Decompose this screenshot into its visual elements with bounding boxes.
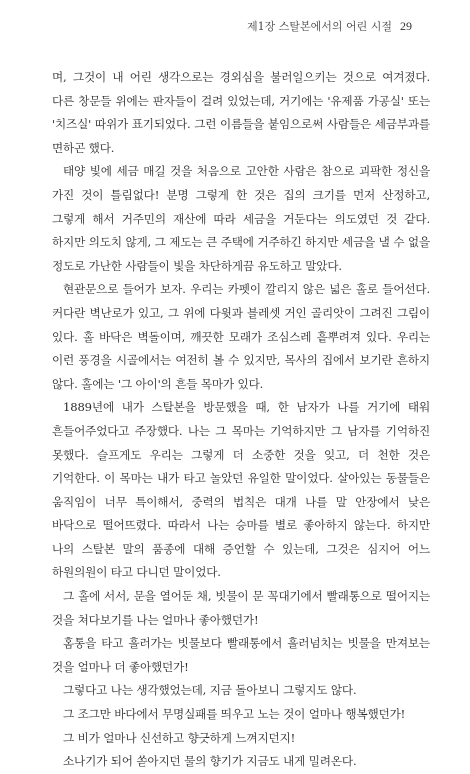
paragraph: 현관문으로 들어가 보자. 우리는 카펫이 깔리지 않은 넓은 홀로 들어선다. 커다란 벽난로가 있고, 그 위에 다윗과 블레셋 거인 골리앗이 그려진 그림이 있다. 홀 바닥은 벽돌이며, 깨끗한 모래가 조심스레 흩뿌려져 있다. 우리는 이런 풍경을 시골에서는 여전히 볼 수 있지만, 목사의 집에서 보기란 흔하지 않다. 홀에는 '그 아이'의 흔들 목마가 있다. [52, 282, 430, 391]
running-header [247, 18, 412, 34]
paragraph: 태양 빛에 세금 매길 것을 처음으로 고안한 사람은 참으로 괴팍한 정신을 가진 것이 틀림없다! 분명 그렇게 한 것은 집의 크기를 먼저 산정하고, 그렇게 해서 거주민의 재산에 따라 세금을 거둔다는 의도였던 것 같다. 하지만 의도치 않게, 그 제도는 큰 주택에 거주하긴 하지만 세금을 낼 수 없을 정도로 가난한 사람들이 빛을 차단하게끔 유도하고 말았다. [52, 164, 430, 273]
paragraph: 그 조그만 바다에서 무명실패를 띄우고 노는 것이 얼마나 행복했던가! [63, 707, 406, 722]
page-number: 29 [400, 19, 412, 33]
paragraph: 그렇다고 나는 생각했었는데, 지금 돌아보니 그렇지도 않다. [63, 683, 357, 698]
paragraph: 그 홀에 서서, 문을 열어둔 채, 빗물이 문 꼭대기에서 빨래통으로 떨어지는 것을 쳐다보기를 나는 얼마나 좋아했던가! [52, 589, 430, 627]
paragraph: 홈통을 타고 흘러가는 빗물보다 빨래통에서 흘러넘치는 빗물을 만져보는 것을 얼마나 더 좋아했던가! [52, 636, 430, 674]
paragraph: 1889년에 내가 스탈본을 방문했을 때, 한 남자가 나를 거기에 태워 흔들어주었다고 주장했다. 나는 그 목마는 기억하지만 그 남자를 기억하진 못했다. 슬프게도 우리는 그렇게 더 소중한 것을 잊고, 더 천한 것은 기억한다. 이 목마는 내가 타고 놀았던 유일한 말이었다. 살아있는 동물들은 움직임이 너무 특이해서, 중력의 법칙은 대개 나를 말 안장에서 낮은 바닥으로 떨어뜨렸다. 따라서 나는 승마를 별로 좋아하지 않는다. 하지만 나의 스탈본 말의 품종에 대해 증언할 수 있는데, 그것은 심지어 어느 하원의원이 타고 다니던 말이었다. [52, 400, 430, 580]
paragraph: 며, 그것이 내 어린 생각으로는 경외심을 불러일으키는 것으로 여겨졌다. 다른 창문들 위에는 판자들이 걸려 있었는데, 거기에는 '유제품 가공실' 또는 '치즈실' 따위가 표기되었다. 그런 이름들을 붙임으로써 사람들은 세금부과를 면하곤 했다. [52, 70, 430, 155]
paragraph: 소나기가 되어 쏟아지던 물의 향기가 지금도 내게 밀려온다. [63, 754, 357, 769]
chapter-title: 제1장 스탈본에서의 어린 시절 [247, 20, 392, 33]
paragraph: 그 비가 얼마나 신선하고 향긋하게 느껴지던지! [63, 730, 296, 745]
body-text [52, 66, 430, 774]
